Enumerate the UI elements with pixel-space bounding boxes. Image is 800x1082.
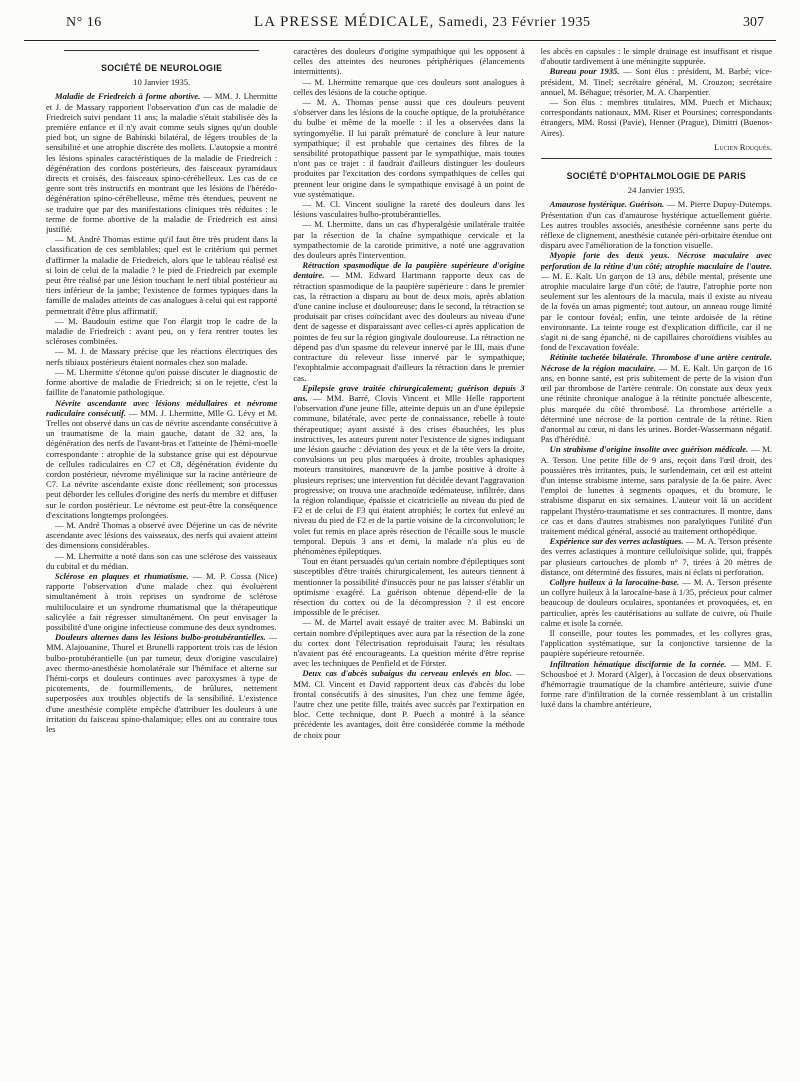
paragraph-heading: Bureau pour 1935.: [549, 66, 620, 77]
paragraph-text: — MM. Cl. Vincent et David rapportent deux cas d'abcès du lobe frontal consécutifs à des sinusites, l'un chez une femme âgée, l'autre chez une petite fille, traités avec succès par l'extirpation en bloc. Cette technique, dont P. Puech a montré à la séance précédente les avantages, doit être considérée comme la méthode de choix pour: [293, 668, 525, 740]
paragraph: [293, 383, 524, 556]
paragraph: — Son élus : membres titulaires, MM. Puech et Michaux; correspondants nationaux, MM. Riser et Poursines; correspondants étrangers, MM. Rossi (Pavie), Henner (Prague), Dimitri (Buenos-Aires).: [540, 97, 772, 138]
paragraph-text: — MM. F. Schousboé et J. Morard (Alger), à l'occasion de deux observations d'hémorragie traumatique de la chambre antérieure, suivie d'une forme rare d'infiltration de la cornée ressemblant à un cristallin luxé dans la chambre antérieure,: [540, 658, 772, 710]
paragraph: [541, 199, 772, 250]
paragraph-heading: Douleurs alternes dans les lésions bulbo-protubérantielles.: [55, 632, 266, 643]
issue-number: N° 16: [66, 15, 102, 30]
paragraph-heading: Maladie de Friedreich à forme abortive.: [55, 91, 201, 102]
paragraph: — M. Lhermitte s'étonne qu'on puisse discuter le diagnostic de forme abortive de maladie de Friedreich; si on le rejette, c'est la faillite de l'anatomie pathologique.: [46, 366, 278, 398]
header-title: [254, 14, 591, 31]
page-number: 307: [742, 15, 764, 30]
paragraph-text: — M. A. Terson présente un collyre huileux à la larocaïne-base à 1/35, précieux pour calmer beaucoup de douleurs oculaires, spontanées et provoquées, et, en particulier, après les cautérisations au sulfate de cuivre, où l'huile calme et isole la cornée.: [540, 576, 772, 628]
paragraph: — M. André Thomas a observé avec Déjerine un cas de névrite ascendante avec lésions des vaisseaux, des nerfs qui avaient atteint des dimensions considérables.: [46, 519, 278, 551]
page-header: [24, 14, 776, 41]
paragraph: [46, 398, 277, 520]
paragraph: [541, 250, 772, 352]
paragraph: — M. J. de Massary précise que les réactions électriques des nerfs tibiaux postérieurs étaient normales chez son malade.: [46, 346, 278, 367]
section-date: 10 Janvier 1935.: [133, 77, 191, 88]
paragraph: — M. Cl. Vincent souligne la rareté des douleurs dans les lésions vasculaires bulbo-protubérantielles.: [293, 199, 525, 220]
paragraph-text: — M. Pierre Dupuy-Dutemps. Présentation d'un cas d'amaurose hystérique actuellement guérie. Les autres troubles associés, anesthésie cornéenne sans perte du réflexe de clignement, anesthésie cutanée péri-orbitaire étendue ont disparu avec l'amélioration de la fonction visuelle.: [540, 199, 772, 251]
paragraph-heading: Sclérose en plaques et rhumatisme.: [55, 570, 189, 581]
paragraph: les abcès en capsules : le simple drainage est insuffisant et risque d'aboutir tardivement à une méningite suppurée.: [540, 46, 772, 67]
paragraph-heading: Rétinite tachetée bilatérale. Thrombose d'une artère centrale. Nécrose de la région maculaire.: [540, 352, 772, 373]
paragraph-heading: Collyre huileux à la larocaïne-base.: [549, 576, 680, 587]
paragraph: [541, 536, 772, 577]
paragraph: [541, 659, 772, 710]
paragraph: [293, 668, 524, 739]
paragraph-heading: Expérience sur des verres aclastiques.: [549, 536, 684, 547]
paragraph-heading: Infiltration hématique disciforme de la cornée.: [549, 658, 727, 669]
paragraph-text: — M. A. Terson présente des verres aclastiques à monture celluloïsique solide, qui, frappés par plusieurs cartouches de plomb n° 7, tirées à 20 mètres de distance, ont déterminé des fissures, mais ni éclats ni perforation.: [540, 536, 772, 577]
paragraph: — M. Lhermitte, dans un cas d'hyperalgésie unilatérale traitée par la résection de la chaîne sympathique cervicale et la sympathectomie de la carotide primitive, a noté une aggravation des douleurs après l'intervention.: [293, 219, 525, 261]
issue-date: Samedi, 23 Février 1935: [438, 15, 591, 30]
author-signature: Lucien Rouquès.: [714, 141, 772, 152]
paragraph: — M. André Thomas estime qu'il faut être très prudent dans la classification de ces semblables; quel est le critérium qui permet d'affirmer la maladie de Friedreich, alors que le tableau réalisé est si loin de celui de la maladie ? le pied de Friedreich par exemple peut être réalisé par une lésion touchant le nerf tibial postérieur au tiers inférieur de la jambe; l'existence de formes typiques dans la famille de malades atteints de cas analogues à celui qui est rapporté permettrait d'être plus affirmatif.: [46, 234, 278, 316]
paragraph-text: — M. E. Kalt. Un garçon de 16 ans, en bonne santé, est pris subitement de perte de la vision d'un œil par thrombose de l'artère centrale. On constate aux deux yeux une rétinite chronique analogue à la rétinite ponctuée albescente, plus marquée du côté thrombosé. La thrombose artérielle a déterminé une nécrose de la portion centrale de la rétine. Rien d'anormal au cœur, ni dans les urines. Bordet-Wassermann négatif. Pas d'hérédité.: [540, 362, 772, 445]
paragraph-heading: Myopie forte des deux yeux. Nécrose maculaire avec perforation de la rétine d'un côté; atrophie maculaire de l'autre.: [540, 250, 772, 271]
paragraph-text: — MM. Edward Hartmann rapporte deux cas de rétraction spasmodique de la paupière supérieure : dans le premier cas, la rétraction a disparu au bout de deux mois, après ablation d'une canine incluse et douloureuse; dans le second, la rétraction se produisait par crises coïncidant avec des douleurs au niveau d'une dent de sagesse et disparaissant avec celles-ci après application de pointes de feu sur la région gingivale douloureuse. La rétraction ne dépend pas d'un spasme du releveur innervé par le III, mais d'une contracture du releveur lisse innervé par le sympathique; l'exophtalmie accompagnait d'ailleurs la rétraction dans le premier cas.: [293, 270, 525, 383]
paragraph: [541, 577, 772, 628]
paragraph: — M. Lhermitte remarque que ces douleurs sont analogues à celles des lésions de la couche optique.: [293, 76, 525, 97]
paragraph-text: — MM. Alajouanine, Thurel et Brunelli rapportent trois cas de lésion bulbo-protubérantielle (un par tumeur, deux d'origine vasculaire) avec thermo-anesthésie homolatérale sur l'hémiface et alterne sur l'hémi-corps et douleurs continues avec paroxysmes à type de picotements, de fourmillements, de brûlures, nettement superposées aux troubles objectifs de la sensibilité. L'existence d'une anesthésie complète empêche d'attribuer les douleurs à une irritation du faisceau spino-thalamique; elles ont au contraire tous les: [46, 632, 278, 734]
paragraph-text: — Sont élus : président, M. Barbé; vice-président, M. Tinel; secrétaire général, M. Crouzon; secrétaire annuel, M. Béhague; trésorier, M. A. Charpentier.: [540, 66, 772, 97]
column-3: [541, 46, 772, 1068]
paragraph: — M. Baudouin estime que l'on élargit trop le cadre de la maladie de Friedreich : avant peu, on y fera rentrer toutes les scléroses combinées.: [46, 315, 278, 347]
paragraph-text: — MM. Barré, Clovis Vincent et Mlle Helle rapportent l'observation d'une jeune fille, atteinte depuis un an d'une épilepsie commune, bilatérale, avec perte de connaissance, rebelle à toute thérapeutique; ayant assisté à des crises ébauchées, les plus instructives, les auteurs purent noter l'existence de signes indiquant une lésion gauche : déviation des yeux et de la tête vers la droite, convulsions un peu plus marquées à droite, troubles aphasiques moteurs transitoires, manœuvre de la jambe positive à droite à plusieurs reprises; une intervention fut décidée devant l'aggravation progressive; on trouva une arachnoïde œdémateuse, infiltrée, dans la région rolandique, épaissie et cicatricielle au niveau du pied de F2 et de celui de F3 qui étaient atrophiés; le cortex fut enlevé au niveau du pied de F2 et de la partie voisine de la circonvolution; le volet fut remis en place après résection de l'écaille sous le muscle temporal. Depuis 3 ans et demi, la malade n'a plus eu de phénomènes épileptiques.: [293, 392, 525, 556]
paragraph-text: — M. E. Kalt. Un garçon de 13 ans, débile mental, présente une atrophie maculaire large d'un côté; de l'autre, l'atrophie porte non seulement sur les alentours de la macula, mais il existe au niveau de la fovéa un amas pigmenté; tout autour, un anneau rouge limité par le contour fovéal; enfin, une teinte ardoisée de la rétine environnante. La teinte rouge est d'explication difficile, car il ne s'agit ni de sang épanché, ni de capillaires choroïdiens visibles au fond de l'excavation fovéale.: [540, 270, 772, 353]
section-date: 24 Janvier 1935.: [627, 185, 685, 196]
paragraph: [46, 571, 277, 632]
paragraph: Tout en étant persuadés qu'un certain nombre d'épileptiques sont susceptibles d'être traités chirurgicalement, les auteurs tiennent à mentionner la possibilité d'insuccès pour ne pas laisser s'établir un optimisme exagéré. La guérison obtenue dépend-elle de la résection du cortex ou de la décompression ? il est encore impossible de le préciser.: [293, 556, 525, 618]
column-1: [46, 46, 277, 1068]
paragraph-text: — M. P. Cossa (Nice) rapporte l'observation d'une malade chez qui évoluèrent simultanément à trois reprises un syndrome de sclérose multiloculaire et un syndrome rhumatismal que la thérapeutique salicylée a fait régresser simultanément. On peut envisager la possibilité d'une origine infectieuse commune des deux syndromes.: [46, 570, 278, 632]
paragraph: — M. de Martel avait essayé de traiter avec M. Babinski un certain nombre d'épileptiques avec aura par la résection de la zone du cortex dont l'électrisation reproduisait l'aura; les résultats n'avaient pas été encourageants. La question mérite d'être reprise avec les techniques de Penfield et de Förster.: [293, 617, 525, 669]
paragraph: — M. Lhermitte a noté dans son cas une sclérose des vaisseaux du cubital et du médian.: [46, 550, 278, 571]
paragraph-heading: Deux cas d'abcès subaigus du cerveau enlevés en bloc.: [302, 668, 512, 679]
paragraph: caractères des douleurs d'origine sympathique qui les opposent à celles des atteintes des neurones périphériques (élancements intermittents).: [293, 46, 525, 77]
paragraph-text: — MM. J. Lhermitte, Mlle G. Lévy et M. Trelles ont observé dans un cas de névrite ascendante consécutive à un traumatisme de la main gauche, datant de 32 ans, la dégénération des nerfs de l'avant-bras et l'atteinte de l'hémi-moelle correspondante : atrophie de la substance grise qui est dépourvue de cellules radiculaires en C7 et C8, dégénération évidente du cordon postérieur, névrome myélinique sur la racine antérieure de C7. La névrite ascendante existe donc réellement; son processus peut déborder les cellules d'origine des nerfs du membre et diffuser sur le cordon postérieur. Le névrome est peut-être la conséquence d'excitations longtemps prolongées.: [46, 407, 278, 520]
paragraph: [541, 444, 772, 536]
section-rule: [541, 158, 772, 159]
column-2: [293, 46, 524, 1068]
paragraph: [541, 352, 772, 444]
paragraph-heading: Amaurose hystérique. Guérison.: [549, 199, 665, 210]
paragraph: [541, 66, 772, 97]
paragraph-text: — M. A. Terson. Une petite fille de 9 ans, reçoit dans l'œil droit, des poussières très irritantes, puis, le surlendemain, cet œil est atteint d'un intense strabisme interne, sans paralysie de la 6e paire. Avec l'emploi de lunettes à segments opaques, et du bromure, le strabisme disparut en six semaines. L'auteur voit là un accident rappelant l'hystéro-traumatisme et ses contractures. Il montre, dans ce cas et dans d'autres strabismes non paralytiques l'utilité d'un traitement médical général, associé au traitement orthopédique.: [540, 444, 772, 536]
article-columns: [46, 46, 772, 1068]
paragraph-heading: Un strabisme d'origine insolite avec guérison médicale.: [549, 444, 749, 455]
paragraph: [46, 632, 277, 734]
publication-name: LA PRESSE MÉDICALE,: [254, 14, 435, 30]
paragraph: [46, 91, 277, 234]
paragraph-heading: Epilepsie grave traitée chirurgicalement; guérison depuis 3 ans.: [293, 382, 525, 403]
paragraph: [293, 260, 524, 382]
paragraph-heading: Névrite ascendante avec lésions médullaires et névrome radiculaire consécutif.: [46, 397, 278, 418]
paragraph: Il conseille, pour toutes les pommades, et les collyres gras, l'application systématique, sur la conjonctive tarsienne de la paupière supérieure retournée.: [540, 627, 772, 659]
paragraph: — M. A. Thomas pense aussi que ces douleurs peuvent s'observer dans les lésions de la couche optique, de la protubérance du bulbe et même de la moelle : il les a observées dans la syringomyélie. Il lui paraît prématuré de conclure à leur nature sympathique; il est probable que certaines des fibres de la sensibilité protopathique passent par le sympathique, mais toutes n'ont pas ce trajet : il faudrait d'ailleurs distinguer les douleurs produites par l'excitation des cordons sympathiques de celles qui prennent leur origine dans le sympathique envisagé à un point de vue systématique.: [293, 97, 525, 199]
section-title-neurologie: SOCIÉTÉ DE NEUROLOGIE: [101, 63, 223, 73]
section-title-ophtalmologie: SOCIÉTÉ D'OPHTALMOLOGIE DE PARIS: [566, 171, 747, 182]
paragraph-heading: Rétraction spasmodique de la paupière supérieure d'origine dentaire.: [293, 260, 525, 281]
section-rule: [64, 50, 259, 51]
paragraph-text: — MM. J. Lhermitte et J. de Massary rapportent l'observation d'un cas de maladie de Friedreich suivi pendant 11 ans; la maladie s'était stabilisée dès la première enfance et il n'y avait comme seuls signes qu'un double pied bot, un signe de Babinski bilatéral, de légers troubles de la sensibilité et une atrophie discrète des mollets. L'autopsie a montré les lésions spinales caractéristiques de la maladie de Friedreich : dégénération des cordons postérieurs, des faisceaux pyramidaux directs et croisés, des faisceaux spino-cérébelleux. Les cas de ce genre sont très instructifs en montrant que les lésions de l'hérédo-dégénération spino-cérébelleuse, même très étendues, peuvent ne se traduire que par des manifestations cliniques très réduites : le terme de forme abortive de la maladie de Friedreich est ainsi justifié.: [46, 91, 278, 235]
